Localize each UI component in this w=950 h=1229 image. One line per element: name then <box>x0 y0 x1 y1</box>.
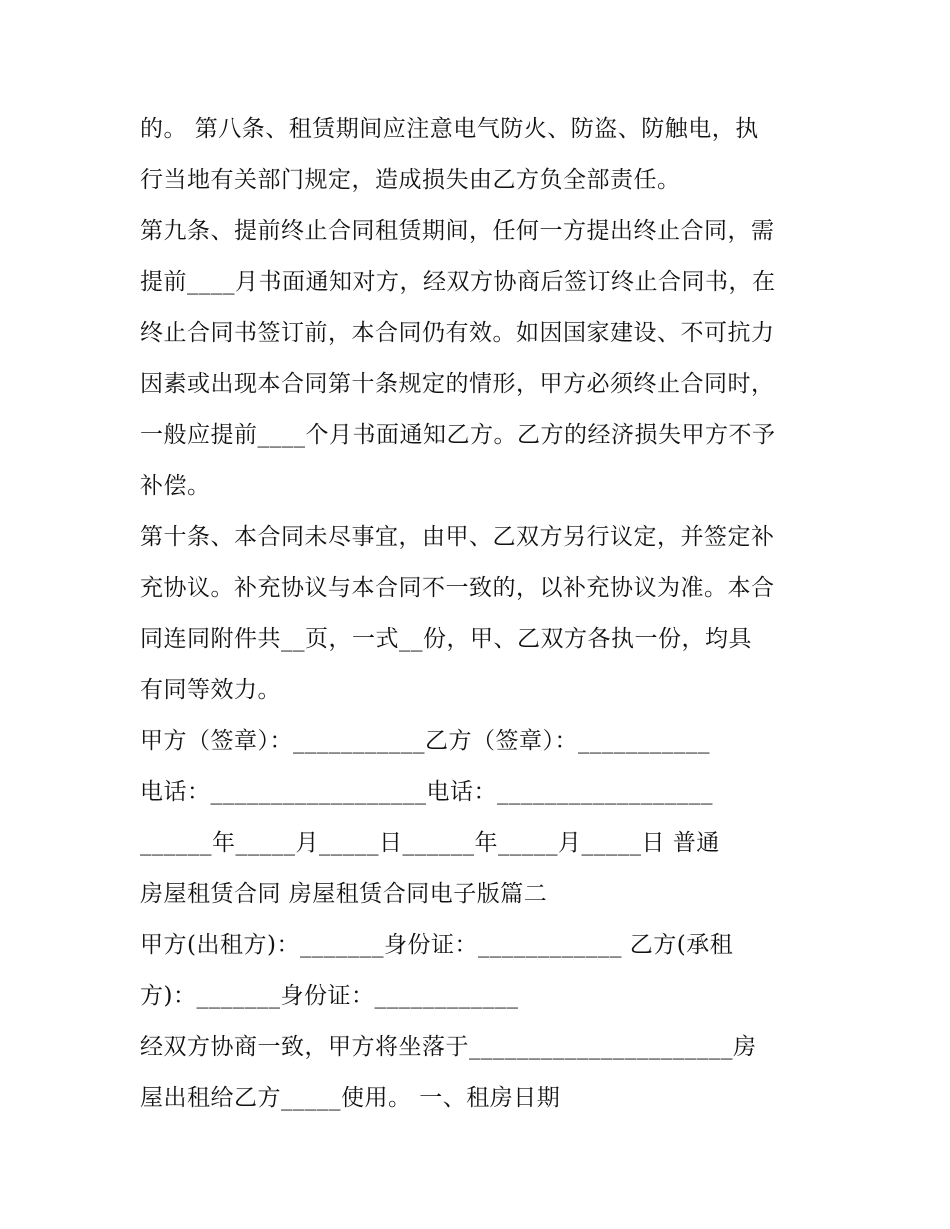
text-line: 同连同附件共__页，一式__份，甲、乙双方各执一份，均具 <box>140 626 752 652</box>
text-line: 的。 第八条、租赁期间应注意电气防火、防盗、防触电，执 <box>140 116 759 142</box>
text-line: 甲方(出租方)：_______身份证：____________ 乙方(承租 <box>140 932 734 958</box>
text-line: 提前____月书面通知对方，经双方协商后签订终止合同书，在 <box>140 269 776 295</box>
section-title: 房屋租赁合同 房屋租赁合同电子版篇二 <box>140 881 548 907</box>
text-line: 行当地有关部门规定，造成损失由乙方负全部责任。 <box>140 167 681 193</box>
text-line: 屋出租给乙方_____使用。 一、租房日期 <box>140 1085 561 1111</box>
text-line: 有同等效力。 <box>140 677 281 703</box>
phone-line: 电话：__________________电话：__________________ <box>140 779 713 805</box>
text-line: 终止合同书签订前，本合同仍有效。如因国家建设、不可抗力 <box>140 320 775 346</box>
text-line: 因素或出现本合同第十条规定的情形，甲方必须终止合同时， <box>140 371 775 397</box>
text-line: 第九条、提前终止合同租赁期间，任何一方提出终止合同，需 <box>140 218 775 244</box>
text-line: 第十条、本合同未尽事宜，由甲、乙双方另行议定，并签定补 <box>140 524 775 550</box>
signature-line: 甲方（签章）：___________乙方（签章）：___________ <box>140 728 710 754</box>
document-body <box>140 104 820 1124</box>
text-line: 经双方协商一致，甲方将坐落于______________________房 <box>140 1034 757 1060</box>
date-line: ______年_____月_____日______年_____月_____日 普通 <box>140 830 720 856</box>
text-line: 补偿。 <box>140 473 211 499</box>
text-line: 方)：_______身份证：____________ <box>140 983 519 1009</box>
text-line: 充协议。补充协议与本合同不一致的，以补充协议为准。本合 <box>140 575 775 601</box>
text-line: 一般应提前____个月书面通知乙方。乙方的经济损失甲方不予 <box>140 422 776 448</box>
